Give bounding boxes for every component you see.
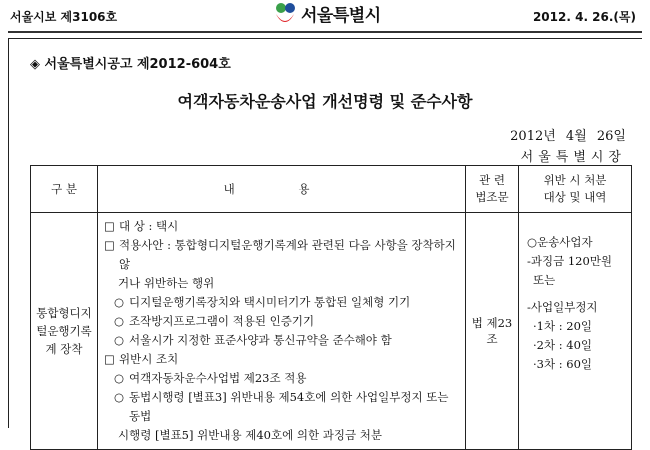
scope-cont: 거나 위반하는 행위 <box>118 276 215 290</box>
square-bullet-icon: □ <box>104 219 115 233</box>
notice-signer: 서울특별시장 <box>520 150 626 165</box>
item-text: 서울시가 지정한 표준사양과 통신규약을 준수해야 함 <box>129 333 392 347</box>
list-item <box>104 217 459 236</box>
scope-text: 적용사안 : 통합형디지털운행기록계와 관련된 다음 사항을 장착하지 않 <box>119 238 456 271</box>
list-item <box>104 312 459 331</box>
action-text: 여객자동차운수사업법 제23조 적용 <box>129 371 307 385</box>
action-cont: 시행령 [별표5] 위반내용 제40호에 의한 과징금 처분 <box>118 428 382 442</box>
penalty-line: ·3차 : 60일 <box>533 357 593 371</box>
circle-bullet-icon: ○ <box>114 295 125 309</box>
notice-date: 2012년 4월 26일 <box>510 129 626 144</box>
table-row <box>31 213 632 450</box>
logo-text: 서울특별시 <box>301 5 381 26</box>
penalty-gap <box>527 290 627 298</box>
circle-bullet-icon: ○ <box>114 390 125 404</box>
penalty-line: ·1차 : 20일 <box>533 319 593 333</box>
seoul-emblem-icon <box>272 0 298 26</box>
header-law: 관 련 법조문 <box>466 166 519 213</box>
penalty-line: ·2차 : 40일 <box>533 338 593 352</box>
content-cell <box>98 213 466 450</box>
table-header-row <box>31 166 632 213</box>
category-cell: 통합형디지 털운행기록 계 장착 <box>31 213 98 450</box>
penalty-line: 또는 <box>533 273 556 287</box>
header-penalty: 위반 시 처분 대상 및 내역 <box>519 166 632 213</box>
target-text: 대 상 : 택시 <box>119 219 179 233</box>
penalty-line: -과징금 120만원 <box>527 254 613 268</box>
violation-text: 위반시 조치 <box>119 352 179 366</box>
header-category: 구 분 <box>31 166 98 213</box>
notice-table <box>30 165 632 450</box>
notice-number: ◈ 서울특별시공고 제2012-604호 <box>30 57 231 72</box>
list-item <box>104 293 459 312</box>
penalty-line: ○운송사업자 <box>527 235 593 249</box>
penalty-cell <box>519 213 632 450</box>
publish-date: 2012. 4. 26.(목) <box>532 10 636 24</box>
list-item <box>104 350 459 369</box>
circle-bullet-icon: ○ <box>114 371 125 385</box>
square-bullet-icon: □ <box>104 238 115 252</box>
list-item <box>104 388 459 426</box>
seoul-logo <box>272 0 381 26</box>
item-text: 조작방지프로그램이 적용된 인증기기 <box>129 314 315 328</box>
issue-number: 서울시보 제3106호 <box>10 10 118 24</box>
square-bullet-icon: □ <box>104 352 115 366</box>
list-item <box>104 369 459 388</box>
list-item <box>104 331 459 350</box>
penalty-line: -사업일부정지 <box>527 300 598 314</box>
notice-title: 여객자동차운송사업 개선명령 및 준수사항 <box>177 92 473 111</box>
header-content: 내 용 <box>98 166 466 213</box>
circle-bullet-icon: ○ <box>114 333 125 347</box>
list-item <box>104 236 459 274</box>
header-rule <box>8 31 642 33</box>
law-cell: 법 제23조 <box>466 213 519 450</box>
item-text: 디지털운행기록장치와 택시미터기가 통합된 일체형 기기 <box>129 295 411 309</box>
action-text: 동법시행령 [별표3] 위반내용 제54호에 의한 사업일부정지 또는 동법 <box>129 390 449 423</box>
circle-bullet-icon: ○ <box>114 314 125 328</box>
